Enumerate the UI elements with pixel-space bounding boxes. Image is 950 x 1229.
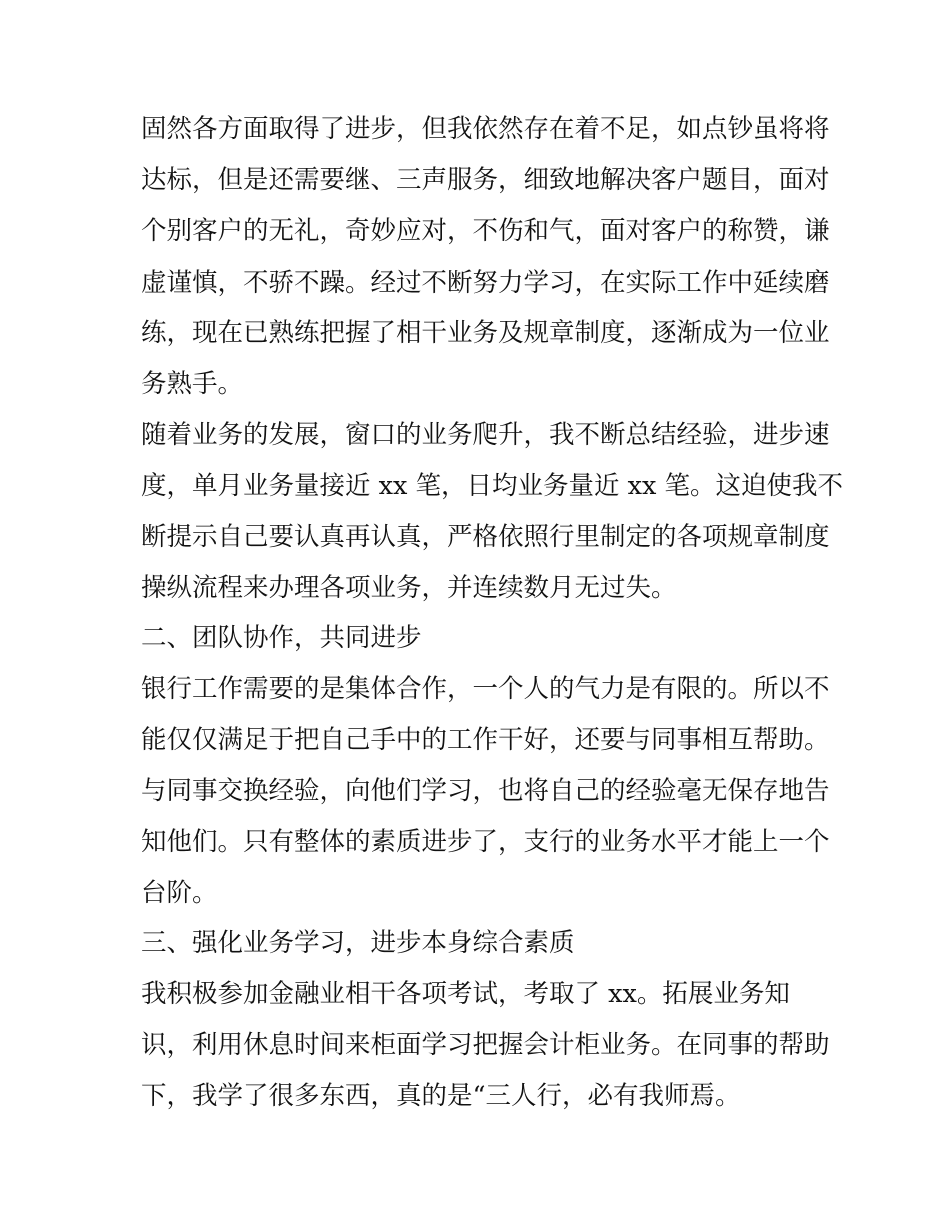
text-line: 操纵流程来办理各项业务，并连续数月无过失。 (141, 573, 677, 603)
section-heading: 二、团队协作，共同进步 (141, 623, 422, 653)
text-line: 固然各方面取得了进步，但我依然存在着不足，如点钞虽将将 (141, 114, 830, 144)
text-line: 达标，但是还需要继、三声服务，细致地解决客户题目，面对 (141, 165, 830, 195)
text-line: 务熟手。 (141, 369, 244, 399)
text-line: 练，现在已熟练把握了相干业务及规章制度，逐渐成为一位业 (141, 318, 830, 348)
text-line: 识，利用休息时间来柜面学习把握会计柜业务。在同事的帮助 (141, 1030, 830, 1060)
text-line: 虚谨慎，不骄不躁。经过不断努力学习，在实际工作中延续磨 (141, 268, 830, 298)
text-line: 银行工作需要的是集体合作，一个人的气力是有限的。所以不 (141, 674, 830, 704)
text-line: 能仅仅满足于把自己手中的工作干好，还要与同事相互帮助。 (141, 725, 830, 755)
section-heading: 三、强化业务学习，进步本身综合素质 (141, 928, 575, 958)
text-line: 知他们。只有整体的素质进步了，支行的业务水平才能上一个 (141, 827, 830, 857)
text-line: 与同事交换经验，向他们学习，也将自己的经验毫无保存地告 (141, 776, 830, 806)
text-line: 度，单月业务量接近 xx 笔，日均业务量近 xx 笔。这迫使我不 (141, 471, 843, 501)
text-line: 台阶。 (141, 878, 218, 908)
text-line: 随着业务的发展，窗口的业务爬升，我不断总结经验，进步速 (141, 420, 830, 450)
text-line: 断提示自己要认真再认真，严格依照行里制定的各项规章制度 (141, 522, 830, 552)
text-line: 下，我学了很多东西，真的是“三人行，必有我师焉。 (141, 1081, 741, 1111)
text-line: 我积极参加金融业相干各项考试，考取了 xx。拓展业务知 (141, 979, 790, 1009)
text-line: 个别客户的无礼，奇妙应对，不伤和气，面对客户的称赞，谦 (141, 216, 830, 246)
